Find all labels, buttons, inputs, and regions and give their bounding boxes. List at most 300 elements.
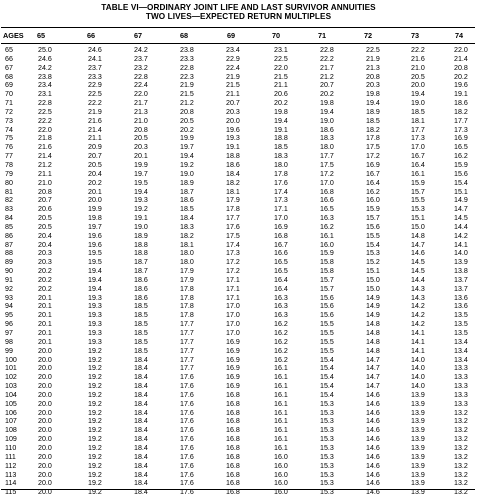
- table-cell: 14.6: [366, 417, 380, 426]
- table-row: [0, 294, 477, 303]
- table-cell: 16.8: [226, 452, 240, 461]
- row-age-label: 100: [5, 355, 17, 364]
- table-cell: 16.1: [274, 390, 288, 399]
- column-header-age-66: 66: [87, 31, 96, 40]
- table-cell: 22.2: [88, 99, 102, 108]
- table-cell: 13.9: [411, 390, 425, 399]
- table-cell: 21.0: [411, 63, 425, 72]
- table-cell: 18.9: [366, 107, 380, 116]
- table-cell: 21.2: [180, 99, 194, 108]
- table-cell: 18.0: [180, 258, 194, 267]
- table-cell: 14.6: [366, 443, 380, 452]
- table-cell: 15.4: [320, 364, 334, 373]
- table-cell: 20.7: [38, 196, 52, 205]
- table-cell: 14.4: [411, 275, 425, 284]
- table-cell: 13.5: [454, 320, 468, 329]
- table-cell: 16.2: [274, 320, 288, 329]
- table-cell: 14.8: [366, 337, 380, 346]
- table-cell: 17.8: [180, 284, 194, 293]
- table-cell: 17.6: [180, 452, 194, 461]
- table-cell: 19.3: [88, 302, 102, 311]
- table-cell: 15.3: [320, 443, 334, 452]
- table-cell: 13.2: [454, 461, 468, 470]
- table-cell: 20.0: [226, 116, 240, 125]
- table-cell: 19.2: [88, 488, 102, 497]
- table-cell: 16.0: [274, 461, 288, 470]
- table-cell: 17.8: [180, 311, 194, 320]
- table-row: [0, 117, 477, 126]
- table-row: [0, 161, 477, 170]
- table-cell: 14.6: [366, 479, 380, 488]
- table-cell: 16.3: [274, 302, 288, 311]
- table-cell: 22.5: [88, 90, 102, 99]
- table-cell: 20.7: [320, 81, 334, 90]
- row-age-label: 103: [5, 382, 17, 391]
- table-cell: 23.1: [274, 46, 288, 54]
- table-cell: 15.5: [320, 320, 334, 329]
- table-cell: 14.5: [411, 267, 425, 276]
- table-cell: 13.9: [411, 452, 425, 461]
- table-cell: 18.4: [134, 399, 148, 408]
- table-cell: 20.0: [38, 355, 52, 364]
- table-cell: 19.6: [454, 81, 468, 90]
- row-age-label: 79: [5, 169, 13, 178]
- row-age-label: 84: [5, 214, 13, 223]
- row-age-label: 89: [5, 258, 13, 267]
- table-cell: 20.8: [180, 107, 194, 116]
- table-cell: 16.9: [226, 355, 240, 364]
- table-cell: 13.9: [411, 470, 425, 479]
- table-cell: 20.8: [134, 125, 148, 134]
- table-cell: 19.3: [88, 329, 102, 337]
- table-cell: 16.9: [226, 382, 240, 391]
- table-cell: 22.2: [411, 46, 425, 54]
- table-cell: 19.0: [180, 169, 194, 178]
- table-cell: 17.6: [274, 178, 288, 187]
- table-cell: 15.7: [411, 187, 425, 196]
- table-cell: 14.6: [411, 249, 425, 258]
- table-cell: 16.1: [274, 364, 288, 373]
- table-cell: 19.1: [134, 214, 148, 223]
- table-cell: 20.1: [134, 152, 148, 161]
- table-cell: 17.0: [274, 214, 288, 223]
- table-cell: 16.9: [226, 373, 240, 382]
- row-age-label: 83: [5, 205, 13, 214]
- table-cell: 14.6: [366, 461, 380, 470]
- table-cell: 25.0: [38, 46, 52, 54]
- table-cell: 17.3: [411, 134, 425, 143]
- table-cell: 17.2: [226, 267, 240, 276]
- row-age-label: 96: [5, 320, 13, 329]
- table-cell: 22.9: [88, 81, 102, 90]
- table-cell: 16.3: [320, 214, 334, 223]
- row-age-label: 114: [5, 479, 17, 488]
- table-cell: 19.2: [88, 470, 102, 479]
- table-cell: 21.2: [320, 72, 334, 81]
- column-header-ages: AGES: [3, 31, 24, 40]
- table-cell: 19.2: [134, 205, 148, 214]
- row-age-label: 72: [5, 107, 13, 116]
- table-row: [0, 108, 477, 117]
- table-cell: 21.0: [38, 178, 52, 187]
- table-cell: 18.6: [134, 293, 148, 302]
- table-title: TABLE VI—ORDINARY JOINT LIFE AND LAST SURVIVOR ANNUITIES: [101, 3, 376, 12]
- table-cell: 15.1: [411, 214, 425, 223]
- row-age-label: 68: [5, 72, 13, 81]
- row-age-label: 85: [5, 222, 13, 231]
- table-cell: 13.9: [411, 461, 425, 470]
- table-cell: 17.7: [411, 125, 425, 134]
- table-cell: 17.7: [180, 329, 194, 337]
- table-cell: 18.4: [134, 479, 148, 488]
- table-cell: 15.0: [366, 275, 380, 284]
- table-cell: 22.8: [320, 46, 334, 54]
- table-cell: 21.4: [38, 152, 52, 161]
- table-cell: 19.8: [274, 107, 288, 116]
- row-age-label: 102: [5, 373, 17, 382]
- table-row: [0, 471, 477, 480]
- table-cell: 13.2: [454, 488, 468, 497]
- table-cell: 17.8: [274, 169, 288, 178]
- table-cell: 19.4: [320, 107, 334, 116]
- table-cell: 17.6: [180, 461, 194, 470]
- row-age-label: 73: [5, 116, 13, 125]
- row-age-label: 92: [5, 284, 13, 293]
- table-row: [0, 417, 477, 426]
- table-cell: 24.1: [88, 54, 102, 63]
- table-cell: 17.6: [226, 222, 240, 231]
- table-cell: 21.5: [180, 90, 194, 99]
- table-cell: 16.9: [226, 337, 240, 346]
- table-cell: 18.5: [366, 116, 380, 125]
- table-cell: 20.1: [38, 329, 52, 337]
- table-cell: 17.7: [180, 320, 194, 329]
- table-cell: 20.5: [180, 116, 194, 125]
- table-cell: 15.1: [366, 267, 380, 276]
- table-row: [0, 435, 477, 444]
- table-cell: 14.6: [366, 426, 380, 435]
- table-cell: 17.7: [226, 214, 240, 223]
- table-cell: 16.0: [274, 488, 288, 497]
- table-cell: 16.8: [226, 417, 240, 426]
- table-cell: 23.8: [180, 46, 194, 54]
- table-cell: 19.2: [88, 408, 102, 417]
- table-cell: 16.8: [320, 187, 334, 196]
- table-cell: 14.6: [366, 470, 380, 479]
- column-header-age-71: 71: [318, 31, 327, 40]
- table-cell: 21.6: [38, 143, 52, 152]
- table-cell: 16.9: [226, 364, 240, 373]
- table-cell: 16.0: [274, 452, 288, 461]
- column-header-age-67: 67: [134, 31, 143, 40]
- table-cell: 15.3: [320, 435, 334, 444]
- table-cell: 16.5: [454, 143, 468, 152]
- table-cell: 17.0: [320, 178, 334, 187]
- table-cell: 15.6: [320, 311, 334, 320]
- table-cell: 17.6: [180, 443, 194, 452]
- table-cell: 19.4: [180, 152, 194, 161]
- row-age-label: 87: [5, 240, 13, 249]
- table-cell: 16.2: [320, 222, 334, 231]
- table-cell: 19.2: [88, 426, 102, 435]
- table-cell: 14.5: [454, 214, 468, 223]
- table-cell: 20.5: [411, 72, 425, 81]
- table-cell: 15.4: [320, 373, 334, 382]
- table-cell: 20.5: [88, 160, 102, 169]
- table-cell: 20.0: [38, 399, 52, 408]
- table-cell: 24.6: [88, 46, 102, 54]
- table-cell: 15.4: [320, 382, 334, 391]
- table-cell: 13.5: [454, 329, 468, 337]
- table-cell: 16.6: [274, 249, 288, 258]
- table-row: [0, 462, 477, 471]
- table-cell: 15.9: [320, 249, 334, 258]
- table-cell: 17.8: [180, 293, 194, 302]
- table-cell: 20.0: [38, 426, 52, 435]
- table-cell: 18.4: [134, 390, 148, 399]
- table-cell: 14.7: [411, 240, 425, 249]
- table-cell: 19.9: [88, 205, 102, 214]
- table-cell: 14.6: [366, 435, 380, 444]
- table-cell: 19.9: [180, 134, 194, 143]
- table-cell: 16.1: [274, 399, 288, 408]
- table-cell: 18.8: [274, 134, 288, 143]
- table-row: [0, 241, 477, 250]
- table-cell: 17.0: [411, 143, 425, 152]
- table-cell: 17.2: [226, 258, 240, 267]
- table-cell: 20.0: [88, 196, 102, 205]
- table-cell: 18.7: [134, 267, 148, 276]
- row-age-label: 78: [5, 160, 13, 169]
- table-cell: 19.3: [134, 196, 148, 205]
- table-cell: 17.6: [180, 373, 194, 382]
- table-cell: 23.3: [180, 54, 194, 63]
- table-cell: 15.3: [320, 408, 334, 417]
- table-cell: 19.2: [88, 382, 102, 391]
- table-cell: 14.2: [411, 311, 425, 320]
- table-cell: 14.8: [366, 346, 380, 355]
- table-row: [0, 143, 477, 152]
- table-cell: 18.0: [320, 143, 334, 152]
- table-cell: 18.5: [134, 346, 148, 355]
- table-cell: 16.2: [274, 346, 288, 355]
- row-age-label: 67: [5, 63, 13, 72]
- row-age-label: 101: [5, 364, 17, 373]
- table-cell: 24.2: [38, 63, 52, 72]
- column-header-age-65: 65: [37, 31, 46, 40]
- table-cell: 16.2: [274, 355, 288, 364]
- table-cell: 19.7: [180, 143, 194, 152]
- table-row: [0, 205, 477, 214]
- table-cell: 13.2: [454, 435, 468, 444]
- table-cell: 17.7: [454, 116, 468, 125]
- row-age-label: 65: [5, 46, 13, 54]
- row-age-label: 98: [5, 337, 13, 346]
- table-cell: 16.2: [366, 187, 380, 196]
- table-cell: 14.8: [411, 231, 425, 240]
- table-row: [0, 391, 477, 400]
- table-cell: 20.1: [38, 293, 52, 302]
- table-cell: 18.4: [226, 169, 240, 178]
- column-header-age-72: 72: [364, 31, 373, 40]
- row-age-label: 70: [5, 90, 13, 99]
- table-cell: 14.7: [366, 355, 380, 364]
- table-cell: 13.3: [454, 382, 468, 391]
- table-row: [0, 329, 477, 338]
- table-cell: 16.8: [226, 399, 240, 408]
- row-age-label: 108: [5, 426, 17, 435]
- table-cell: 20.2: [38, 267, 52, 276]
- table-cell: 16.0: [274, 479, 288, 488]
- table-cell: 20.3: [38, 258, 52, 267]
- table-cell: 16.1: [320, 231, 334, 240]
- table-cell: 18.2: [366, 125, 380, 134]
- table-cell: 17.6: [180, 399, 194, 408]
- table-cell: 19.2: [88, 399, 102, 408]
- row-age-label: 97: [5, 329, 13, 337]
- table-row: [0, 152, 477, 161]
- table-cell: 16.9: [226, 346, 240, 355]
- table-cell: 14.7: [366, 364, 380, 373]
- row-age-label: 80: [5, 178, 13, 187]
- table-cell: 17.1: [226, 293, 240, 302]
- row-age-label: 104: [5, 390, 17, 399]
- table-cell: 14.6: [366, 452, 380, 461]
- table-cell: 22.0: [38, 125, 52, 134]
- table-cell: 19.5: [134, 178, 148, 187]
- table-cell: 20.0: [38, 390, 52, 399]
- row-age-label: 76: [5, 143, 13, 152]
- table-cell: 16.8: [226, 479, 240, 488]
- table-cell: 20.5: [38, 222, 52, 231]
- row-age-label: 77: [5, 152, 13, 161]
- table-cell: 20.3: [38, 249, 52, 258]
- table-cell: 17.4: [274, 187, 288, 196]
- table-cell: 21.2: [38, 160, 52, 169]
- table-cell: 19.6: [88, 240, 102, 249]
- table-cell: 17.0: [226, 311, 240, 320]
- table-cell: 16.0: [366, 196, 380, 205]
- table-cell: 19.2: [88, 364, 102, 373]
- table-row: [0, 364, 477, 373]
- table-cell: 18.3: [180, 222, 194, 231]
- table-cell: 19.4: [366, 99, 380, 108]
- table-cell: 16.9: [454, 134, 468, 143]
- table-cell: 18.4: [134, 408, 148, 417]
- table-cell: 19.3: [88, 337, 102, 346]
- table-cell: 17.1: [274, 205, 288, 214]
- table-cell: 13.3: [454, 364, 468, 373]
- table-cell: 16.8: [226, 470, 240, 479]
- table-cell: 20.2: [274, 99, 288, 108]
- table-row: [0, 73, 477, 82]
- table-row: [0, 214, 477, 223]
- table-cell: 19.7: [88, 222, 102, 231]
- table-cell: 14.6: [366, 399, 380, 408]
- table-cell: 14.9: [366, 302, 380, 311]
- table-cell: 15.8: [320, 258, 334, 267]
- table-cell: 13.7: [454, 275, 468, 284]
- table-cell: 18.4: [134, 382, 148, 391]
- table-cell: 18.7: [180, 187, 194, 196]
- table-cell: 19.4: [88, 284, 102, 293]
- table-cell: 20.2: [320, 90, 334, 99]
- table-cell: 15.3: [320, 461, 334, 470]
- table-row: [0, 409, 477, 418]
- table-cell: 17.8: [226, 205, 240, 214]
- table-cell: 17.8: [366, 134, 380, 143]
- row-age-label: 115: [5, 488, 17, 497]
- table-cell: 15.9: [366, 205, 380, 214]
- table-cell: 19.2: [88, 435, 102, 444]
- table-cell: 18.5: [134, 311, 148, 320]
- table-cell: 20.0: [38, 373, 52, 382]
- table-cell: 15.0: [411, 222, 425, 231]
- table-cell: 15.6: [320, 293, 334, 302]
- table-row: [0, 188, 477, 197]
- table-cell: 18.4: [180, 214, 194, 223]
- table-cell: 16.4: [274, 275, 288, 284]
- row-age-label: 107: [5, 417, 17, 426]
- table-cell: 16.8: [226, 390, 240, 399]
- table-cell: 17.3: [226, 249, 240, 258]
- table-cell: 21.7: [320, 63, 334, 72]
- table-cell: 19.2: [88, 417, 102, 426]
- table-cell: 20.0: [38, 417, 52, 426]
- table-row: [0, 64, 477, 73]
- table-cell: 21.0: [134, 116, 148, 125]
- table-row: [0, 382, 477, 391]
- table-cell: 19.1: [274, 125, 288, 134]
- row-age-label: 82: [5, 196, 13, 205]
- table-cell: 18.8: [226, 152, 240, 161]
- table-cell: 21.8: [38, 134, 52, 143]
- table-cell: 18.7: [134, 258, 148, 267]
- table-cell: 13.8: [454, 267, 468, 276]
- table-row: [0, 55, 477, 64]
- table-row: [0, 453, 477, 462]
- table-cell: 13.2: [454, 443, 468, 452]
- table-cell: 19.4: [274, 116, 288, 125]
- table-row: [0, 81, 477, 90]
- table-cell: 24.2: [134, 46, 148, 54]
- table-cell: 14.7: [454, 205, 468, 214]
- table-cell: 13.2: [454, 426, 468, 435]
- row-age-label: 81: [5, 187, 13, 196]
- table-cell: 13.9: [411, 408, 425, 417]
- table-cell: 18.3: [274, 152, 288, 161]
- table-cell: 16.5: [274, 258, 288, 267]
- table-cell: 23.3: [88, 72, 102, 81]
- table-row: [0, 276, 477, 285]
- table-cell: 14.0: [411, 364, 425, 373]
- table-cell: 17.6: [180, 408, 194, 417]
- table-cell: 23.8: [38, 72, 52, 81]
- table-cell: 17.1: [226, 275, 240, 284]
- table-cell: 15.5: [366, 231, 380, 240]
- table-cell: 16.3: [274, 293, 288, 302]
- table-cell: 18.6: [454, 99, 468, 108]
- table-cell: 20.6: [274, 90, 288, 99]
- table-cell: 18.8: [134, 249, 148, 258]
- table-cell: 14.9: [454, 196, 468, 205]
- table-cell: 21.7: [134, 99, 148, 108]
- table-cell: 18.2: [180, 231, 194, 240]
- table-cell: 23.7: [88, 63, 102, 72]
- table-cell: 16.1: [274, 373, 288, 382]
- table-cell: 22.5: [274, 54, 288, 63]
- table-cell: 14.3: [411, 293, 425, 302]
